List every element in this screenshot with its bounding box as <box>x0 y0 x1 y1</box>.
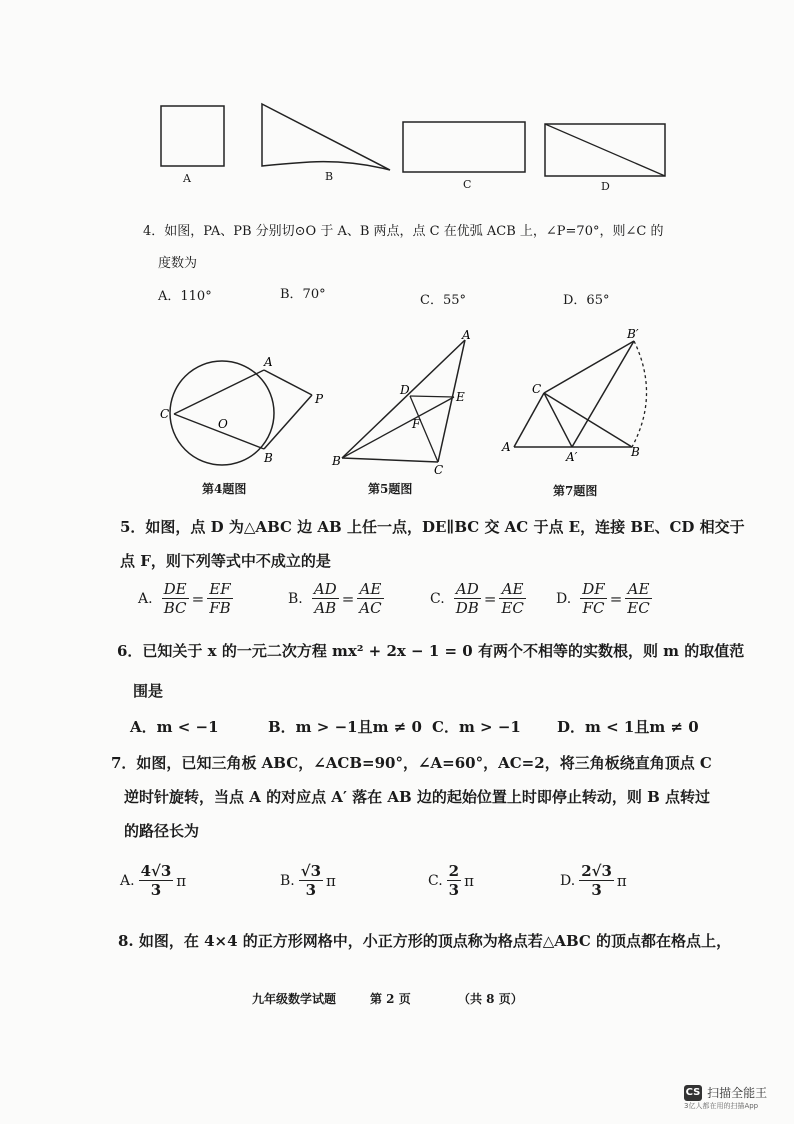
fig7-label-c: C <box>532 382 542 396</box>
fig5-label-a: A <box>462 330 471 342</box>
fig7-side-ca <box>514 393 544 447</box>
fig7-label-b-prime: B′ <box>627 327 639 341</box>
q6-line1: 6．已知关于 x 的一元二次方程 mx² + 2x − 1 = 0 有两个不相等的实数根，则 m 的取值范 <box>117 642 745 660</box>
fig5-caption: 第5题图 <box>368 482 413 496</box>
q7-line2: 逆时针旋转，当点 A 的对应点 A′ 落在 AB 边的起始位置上时即停止转动，则 B 点转过 <box>124 788 711 806</box>
fig5-label-f: F <box>412 417 421 431</box>
shape-label-d: D <box>601 180 610 193</box>
fig4-label-p: P <box>315 392 324 406</box>
fig4-caption: 第4题图 <box>202 482 247 496</box>
camscanner-logo-icon: CS <box>684 1085 702 1101</box>
q4-option-b: B．70° <box>280 287 326 302</box>
fig7-caption: 第7题图 <box>553 484 598 498</box>
q7-line1: 7．如图，已知三角板 ABC，∠ACB=90°，∠A=60°，AC=2，将三角板绕直角顶点 C <box>111 754 712 772</box>
shape-c-rectangle <box>403 122 525 172</box>
fig4-circle <box>170 361 274 465</box>
scanner-watermark <box>684 1082 767 1111</box>
q4-option-a: A．110° <box>158 289 212 304</box>
figure-5 <box>330 330 490 480</box>
fig5-segment-be <box>342 397 454 458</box>
q7-option-a: A. $\frac{4√3}{3}$ π <box>120 862 187 899</box>
footer-subject: 九年级数学试题 <box>252 992 337 1006</box>
q4-option-d: D．65° <box>563 293 610 308</box>
q5-option-a: A. $\frac{DE}{BC}$ = $\frac{EF}{FB}$ <box>138 580 231 617</box>
figure-4 <box>150 350 340 470</box>
watermark-tagline: 3亿人都在用的扫描App <box>684 1102 759 1110</box>
shape-label-c: C <box>463 178 472 191</box>
q6-option-a: A．m < −1 <box>130 718 219 736</box>
shape-label-b: B <box>325 170 334 183</box>
q6-option-d: D．m < 1且m ≠ 0 <box>557 718 699 736</box>
footer-page: 第 2 页 <box>370 992 411 1006</box>
q5-option-b: B. $\frac{AD}{AB}$ = $\frac{AE}{AC}$ <box>288 580 382 617</box>
fig7-segment-a-prime-b-prime <box>572 341 634 447</box>
q7-option-c: C. $\frac{2}{3}$ π <box>428 862 474 899</box>
fig5-segment-de <box>410 396 454 397</box>
shape-d-diagonal <box>545 124 665 176</box>
watermark-app-name: 扫描全能王 <box>707 1086 768 1100</box>
fig4-tangent-pb <box>264 395 312 449</box>
fig7-label-a-prime: A′ <box>566 450 578 464</box>
q5-option-c: C. $\frac{AD}{DB}$ = $\frac{AE}{EC}$ <box>430 580 524 617</box>
q5-line2: 点 F，则下列等式中不成立的是 <box>120 552 331 570</box>
fig5-label-c: C <box>434 463 444 477</box>
shape-label-a: A <box>183 172 191 185</box>
fig7-segment-cb-prime <box>544 341 634 393</box>
fig5-side-bc <box>342 458 438 462</box>
footer-total: （共 8 页） <box>458 992 523 1006</box>
fig4-chord-ca <box>174 370 264 414</box>
q4-line1: 4．如图，PA、PB 分别切⊙O 于 A、B 两点，点 C 在优弧 ACB 上，∠P=70°，则∠C 的 <box>143 224 664 239</box>
q5-option-d: D. $\frac{DF}{FC}$ = $\frac{AE}{EC}$ <box>556 580 650 617</box>
q6-line2: 围是 <box>133 682 164 700</box>
fig5-side-ab <box>342 340 465 458</box>
q6-option-b: B．m > −1且m ≠ 0 <box>268 718 422 736</box>
fig5-label-e: E <box>456 390 465 404</box>
q8-line1: 8. 如图，在 4×4 的正方形网格中，小正方形的顶点称为格点若△ABC 的顶点都在格点上， <box>118 932 732 950</box>
fig4-label-a: A <box>264 355 273 369</box>
fig7-label-a: A <box>502 440 511 454</box>
fig7-rotation-arc <box>632 341 647 447</box>
fig4-label-o: O <box>218 417 228 431</box>
figure-7 <box>500 325 660 475</box>
fig5-label-d: D <box>400 383 410 397</box>
q7-option-d: D. $\frac{2√3}{3}$ π <box>560 862 627 899</box>
shape-a-square <box>161 106 224 166</box>
q7-line3: 的路径长为 <box>124 822 200 840</box>
q6-option-c: C．m > −1 <box>432 718 521 736</box>
q5-line1: 5．如图，点 D 为△ABC 边 AB 上任一点，DE∥BC 交 AC 于点 E，连接 BE、CD 相交于 <box>120 518 745 536</box>
shape-b-trapezoid <box>262 104 390 170</box>
q4-line2: 度数为 <box>158 256 198 271</box>
fig4-tangent-pa <box>264 370 312 395</box>
q4-option-c: C．55° <box>420 293 466 308</box>
fig5-label-b: B <box>332 454 341 468</box>
fig4-label-c: C <box>160 407 170 421</box>
q7-option-b: B. $\frac{√3}{3}$ π <box>280 862 336 899</box>
fig4-label-b: B <box>264 451 273 465</box>
fig7-label-b: B <box>631 445 640 459</box>
